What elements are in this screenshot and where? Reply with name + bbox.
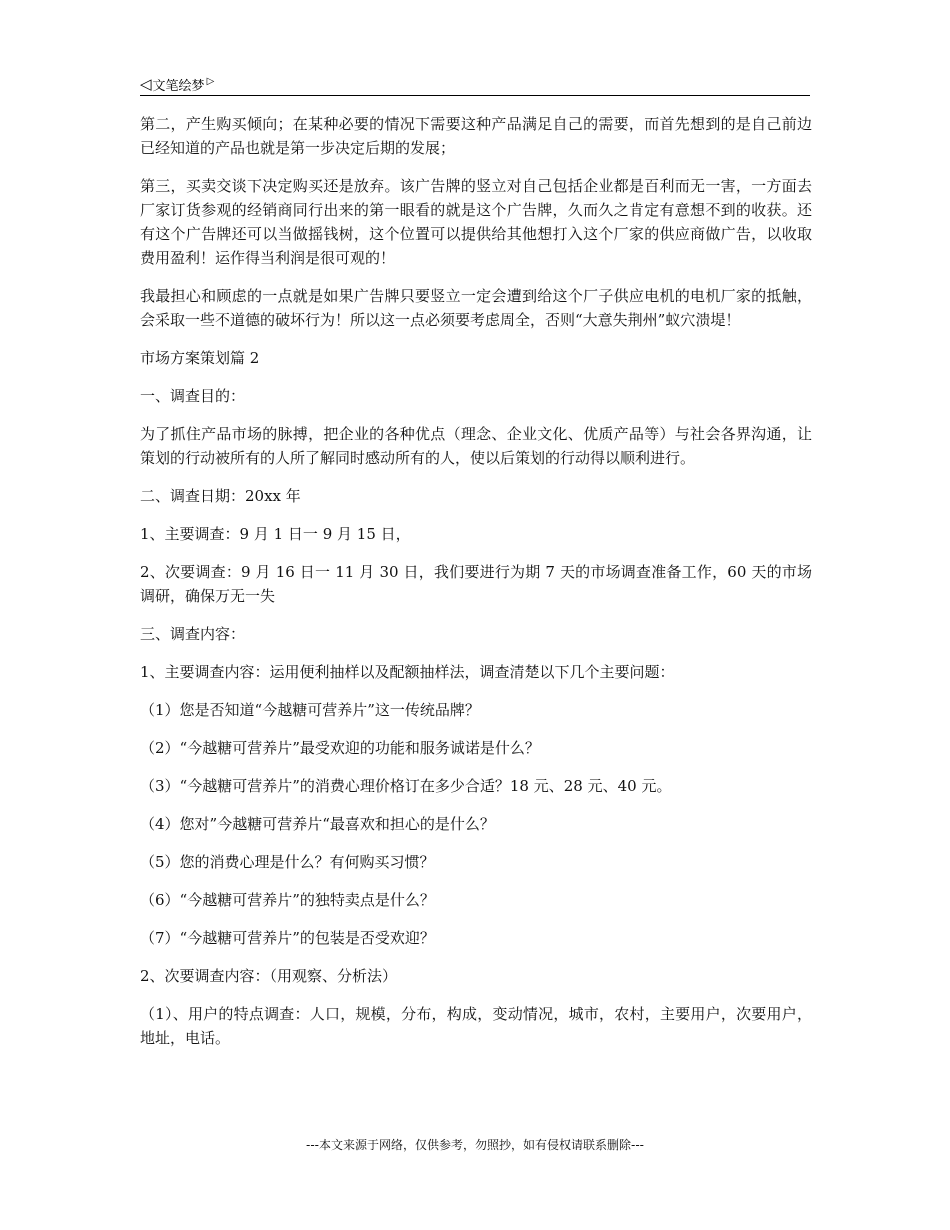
heading: 三、调查内容： (140, 625, 246, 643)
left-triangle-icon: ◁ (140, 75, 152, 93)
heading: 一、调查目的： (140, 387, 246, 405)
right-triangle-icon: ▷ (206, 75, 215, 87)
header-divider (140, 95, 810, 96)
list-item: （2）“今越糖可营养片”最受欢迎的功能和服务诚诺是什么？ (140, 739, 540, 757)
paragraph: 第二，产生购买倾向；在某种必要的情况下需要这种产品满足自己的需要，而首先想到的是自己前边已经知道的产品也就是第一步决定后期的发展； (140, 115, 812, 157)
paragraph: 为了抓住产品市场的脉搏，把企业的各种优点（理念、企业文化、优质产品等）与社会各界沟通，让策划的行动被所有的人所了解同时感动所有的人，使以后策划的行动得以顺利进行。 (140, 425, 812, 467)
paragraph: 第三，买卖交谈下决定购买还是放弃。该广告牌的竖立对自己包括企业都是百利而无一害，一方面去厂家订货参观的经销商同行出来的第一眼看的就是这个广告牌，久而久之肯定有意想不到的收获。还有这个广告牌还可以当做摇钱树，这个位置可以提供给其他想打入这个厂家的供应商做广告，以收取费用盈利！运作得当利润是很可观的！ (140, 177, 812, 267)
paragraph: 2、次要调查：9 月 16 日一 11 月 30 日，我们要进行为期 7 天的市场调查准备工作，60 天的市场调研，确保万无一失 (140, 563, 812, 605)
paragraph: 1、主要调查：9 月 1 日一 9 月 15 日， (140, 525, 411, 543)
section-title: 市场方案策划篇 2 (140, 349, 260, 367)
list-item: （7）“今越糖可营养片”的包装是否受欢迎？ (140, 929, 435, 947)
page-footer: ---本文来源于网络，仅供参考，勿照抄，如有侵权请联系删除--- (306, 1138, 644, 1152)
list-item: （4）您对”今越糖可营养片“最喜欢和担心的是什么？ (140, 815, 495, 833)
list-item: （3）“今越糖可营养片”的消费心理价格订在多少合适？18 元、28 元、40 元。 (140, 777, 672, 795)
page-header (140, 74, 810, 94)
paragraph: 2、次要调查内容：（用观察、分析法） (140, 967, 398, 985)
paragraph: 1、主要调查内容：运用便利抽样以及配额抽样法，调查清楚以下几个主要问题： (140, 663, 675, 681)
list-item: （5）您的消费心理是什么？有何购买习惯？ (140, 853, 435, 871)
list-item: （1）、用户的特点调查：人口，规模，分布，构成，变动情况，城市，农村，主要用户，次要用户，地址，电话。 (140, 1005, 812, 1047)
paragraph: 我最担心和顾虑的一点就是如果广告牌只要竖立一定会遭到给这个厂子供应电机的电机厂家的抵触，会采取一些不道德的破坏行为！所以这一点必须要考虑周全，否则“大意失荆州”蚁穴溃堤！ (140, 287, 812, 329)
list-item: （1）您是否知道“今越糖可营养片”这一传统品牌？ (140, 701, 480, 719)
list-item: （6）“今越糖可营养片”的独特卖点是什么？ (140, 891, 435, 909)
header-title: 文笔绘梦 (152, 78, 205, 94)
heading: 二、调查日期：20xx 年 (140, 487, 301, 505)
document-body (140, 112, 812, 1064)
